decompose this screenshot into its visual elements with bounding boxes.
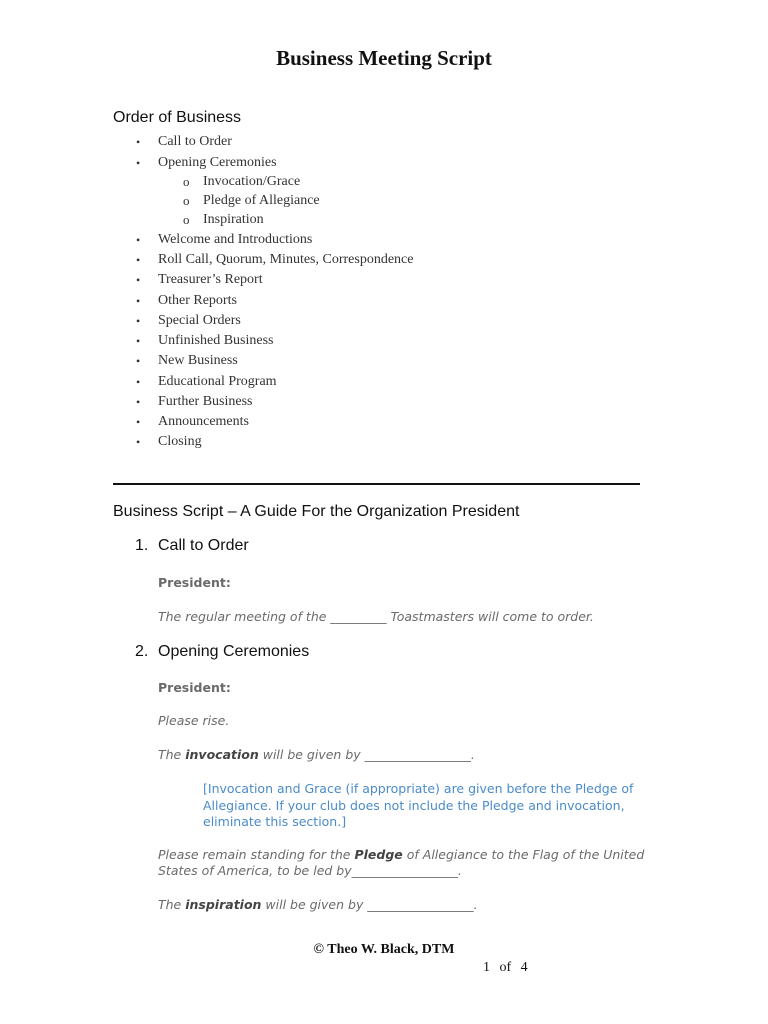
list-item: • Call to Order — [158, 132, 232, 152]
bullet-icon: • — [136, 395, 141, 409]
list-item: • Unfinished Business — [158, 331, 274, 351]
list-item: • Announcements — [158, 412, 249, 432]
sub-bullet-icon: o — [183, 193, 190, 208]
list-item: • Closing — [158, 432, 202, 452]
sub-list-item: o Invocation/Grace — [183, 174, 301, 189]
list-item: • Educational Program — [158, 372, 277, 392]
section-number: 1. — [135, 537, 149, 554]
script-line: The regular meeting of the _________ Toastmasters will come to order. — [158, 609, 594, 624]
list-item: • New Business — [158, 351, 238, 371]
bullet-icon: • — [136, 253, 141, 267]
script-line-invocation: The invocation will be given by _________________. — [158, 747, 475, 762]
bullet-icon: • — [136, 334, 141, 348]
bullet-icon: • — [136, 314, 141, 328]
list-item: • Treasurer’s Report — [158, 270, 263, 290]
section-number: 2. — [135, 643, 149, 660]
bullet-icon: • — [136, 273, 141, 287]
list-item: • Special Orders — [158, 311, 241, 331]
section-heading-call-to-order — [135, 537, 249, 555]
instruction-note: [Invocation and Grace (if appropriate) are given before the Pledge of Allegiance. If your club does not include the Pledge and invocation, eliminate this section.] — [203, 781, 634, 829]
speaker-label: President: — [158, 575, 231, 590]
speaker-label: President: — [158, 680, 231, 695]
script-line: Please rise. — [158, 713, 230, 728]
page-number: 1 of 4 — [483, 960, 528, 975]
list-item: • Welcome and Introductions — [158, 230, 312, 250]
list-item: • Opening Ceremonies — [158, 153, 277, 173]
bullet-icon: • — [136, 294, 141, 308]
bullet-icon: • — [136, 435, 141, 449]
section-heading-opening-ceremonies — [135, 643, 309, 661]
section-title: Call to Order — [158, 537, 249, 554]
bullet-icon: • — [136, 135, 141, 149]
bullet-icon: • — [136, 156, 141, 170]
list-item: • Roll Call, Quorum, Minutes, Correspondence — [158, 250, 413, 270]
sub-list-item: o Inspiration — [183, 212, 264, 227]
list-item: • Other Reports — [158, 291, 237, 311]
footer-copyright: © Theo W. Black, DTM — [313, 942, 455, 957]
business-script-heading: Business Script – A Guide For the Organization President — [113, 503, 520, 520]
script-line-pledge: Please remain standing for the Pledge of Allegiance to the Flag of the United States of America, to be led by_________________. — [158, 847, 645, 878]
document-title: Business Meeting Script — [276, 46, 492, 70]
sub-bullet-icon: o — [183, 212, 190, 227]
sub-bullet-icon: o — [183, 174, 190, 189]
order-of-business-heading: Order of Business — [113, 109, 242, 126]
bullet-icon: • — [136, 354, 141, 368]
bullet-icon: • — [136, 375, 141, 389]
script-line-inspiration: The inspiration will be given by _________________. — [158, 897, 478, 912]
section-divider — [113, 483, 640, 485]
sub-list-item: o Pledge of Allegiance — [183, 193, 320, 208]
bullet-icon: • — [136, 233, 141, 247]
bullet-icon: • — [136, 415, 141, 429]
section-title: Opening Ceremonies — [158, 643, 310, 660]
list-item: • Further Business — [158, 392, 253, 412]
